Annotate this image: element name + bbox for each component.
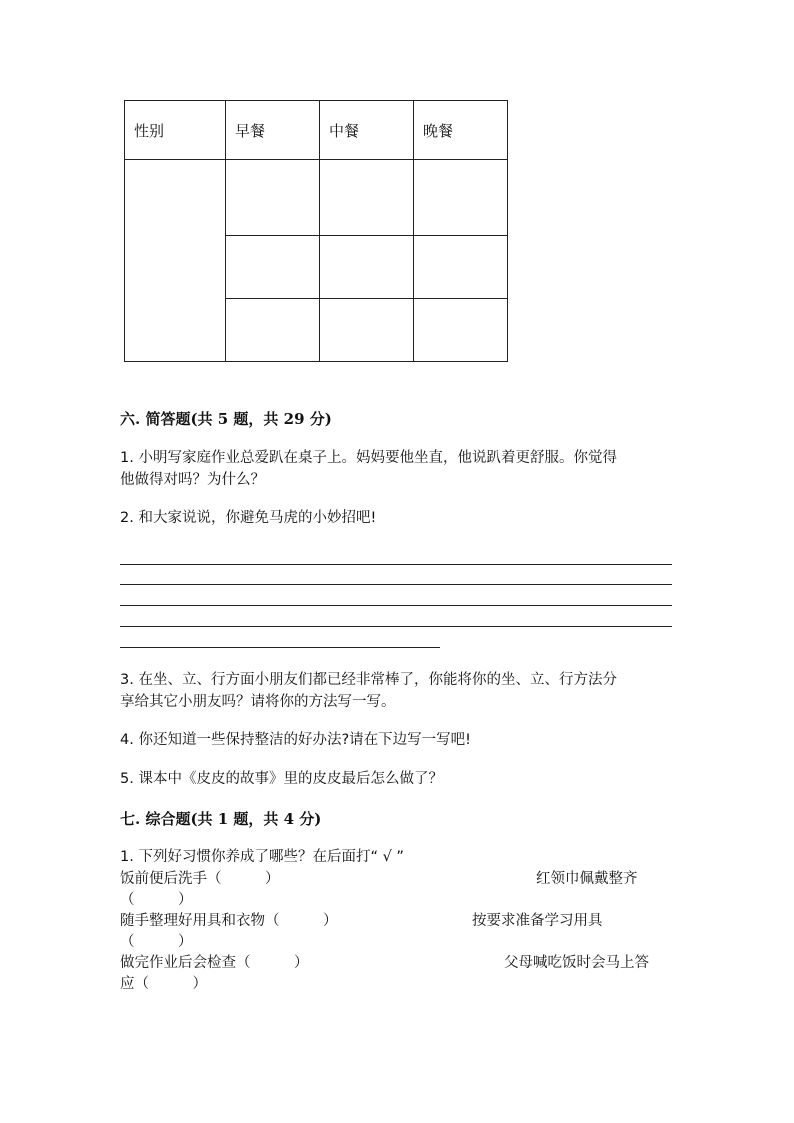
meal-table: [124, 100, 508, 362]
answer-line[interactable]: [120, 564, 672, 565]
table-cell: [414, 160, 508, 236]
habit-item-prepare-answer[interactable]: （ ）: [120, 934, 193, 950]
table-cell: [226, 299, 320, 362]
header-breakfast: 早餐: [226, 101, 320, 160]
table-cell: [414, 299, 508, 362]
header-lunch: 中餐: [320, 101, 414, 160]
habit-item-scarf[interactable]: 红领巾佩戴整齐: [536, 871, 638, 887]
question-text: 享给其它小朋友吗？请将你的方法写一写。: [120, 694, 396, 710]
question-7-1: 1. 下列好习惯你养成了哪些？在后面打“ √ ”: [120, 849, 404, 865]
table-cell: [320, 236, 414, 299]
habit-item-respond-parents-answer[interactable]: 应（ ）: [120, 976, 207, 992]
table-header-row: [125, 101, 508, 160]
table-cell: [414, 236, 508, 299]
answer-line[interactable]: [120, 647, 440, 648]
table-cell: [125, 160, 226, 362]
habit-item-tidy[interactable]: 随手整理好用具和衣物（ ）: [120, 913, 338, 929]
table-row: [125, 160, 508, 236]
question-text: 3. 在坐、立、行方面小朋友们都已经非常棒了，你能将你的坐、立、行方法分: [120, 672, 617, 688]
question-text: 1. 小明写家庭作业总爱趴在桌子上。妈妈要他坐直，他说趴着更舒服。你觉得: [120, 450, 617, 466]
answer-line[interactable]: [120, 605, 672, 606]
table-cell: [226, 160, 320, 236]
table-cell: [320, 160, 414, 236]
answer-line[interactable]: [120, 626, 672, 627]
table-cell: [226, 236, 320, 299]
header-gender: 性别: [125, 101, 226, 160]
header-dinner: 晚餐: [414, 101, 508, 160]
question-6-1: [120, 447, 617, 491]
section-six-title: 六. 简答题(共 5 题，共 29 分): [120, 410, 332, 428]
habit-item-handwash[interactable]: 饭前便后洗手（ ）: [120, 871, 280, 887]
answer-line[interactable]: [120, 584, 672, 585]
question-6-3: [120, 669, 617, 713]
section-seven-title: 七. 综合题(共 1 题，共 4 分): [120, 810, 322, 828]
habit-item-respond-parents[interactable]: 父母喊吃饭时会马上答: [504, 955, 649, 971]
habit-item-check-homework[interactable]: 做完作业后会检查（ ）: [120, 955, 309, 971]
question-6-4: 4. 你还知道一些保持整洁的好办法?请在下边写一写吧!: [120, 732, 471, 748]
question-6-5: 5. 课本中《皮皮的故事》里的皮皮最后怎么做了？: [120, 771, 443, 787]
habit-item-scarf-answer[interactable]: （ ）: [120, 892, 193, 908]
table-cell: [320, 299, 414, 362]
question-text: 他做得对吗？为什么？: [120, 472, 265, 488]
question-6-2: 2. 和大家说说，你避免马虎的小妙招吧!: [120, 510, 377, 526]
habit-item-prepare[interactable]: 按要求准备学习用具: [472, 913, 603, 929]
